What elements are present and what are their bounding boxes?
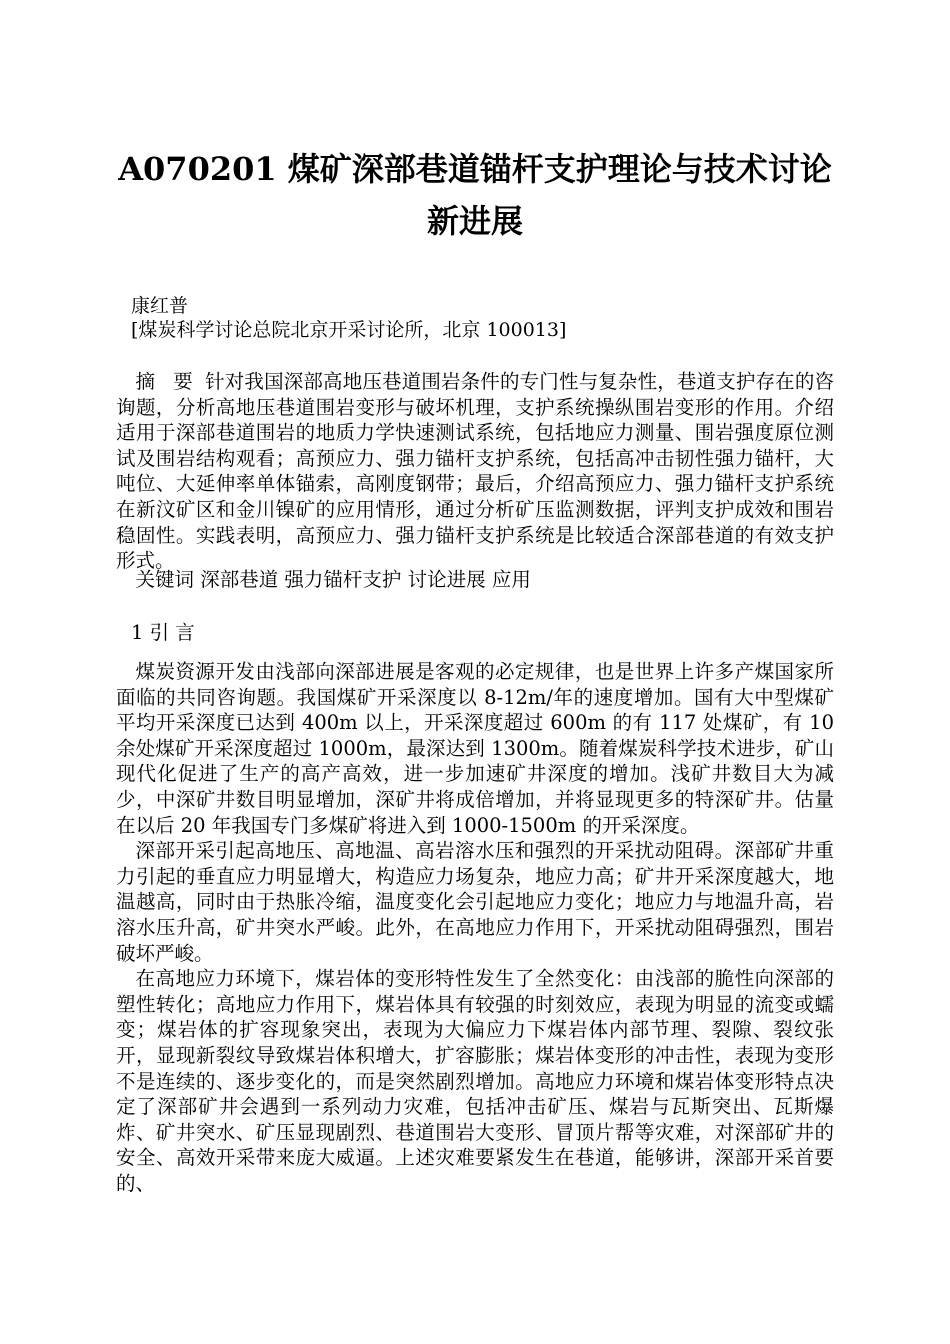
document-title: A070201 煤矿深部巷道锚杆支护理论与技术讨论新进展 [118, 150, 832, 240]
keywords-line [116, 567, 834, 593]
author-name: 康红普 [131, 295, 189, 317]
abstract-label: 摘 要 [135, 370, 199, 393]
body-text [116, 659, 834, 1196]
abstract-text: 针对我国深部高地压巷道围岩条件的专门性与复杂性，巷道支护存在的咨询题，分析高地压巷道围岩变形与破坏机理，支护系统操纵围岩变形的作用。介绍适用于深部巷道围岩的地质力学快速测试系统，包括地应力测量、围岩强度原位测试及围岩结构观看；高预应力、强力锚杆支护系统，包括高冲击韧性强力锚杆，大吨位、大延伸率单体锚索，高刚度钢带；最后，介绍高预应力、强力锚杆支护系统在新汶矿区和金川镍矿的应用情形，通过分析矿压监测数据，评判支护成效和围岩稳固性。实践表明，高预应力、强力锚杆支护系统是比较适合深部巷道的有效支护形式。 [116, 370, 834, 573]
keywords-text: 深部巷道 强力锚杆支护 讨论进展 应用 [200, 568, 531, 591]
section-heading-introduction: 1 引 言 [131, 621, 195, 644]
body-paragraph: 深部开采引起高地压、高地温、高岩溶水压和强烈的开采扰动阻碍。深部矿井重力引起的垂直应力明显增大，构造应力场复杂，地应力高；矿井开采深度越大，地温越高，同时由于热胀冷缩，温度变化会引起地应力变化；地应力与地温升高，岩溶水压升高，矿井突水严峻。此外，在高地应力作用下，开采扰动阻碍强烈，围岩破坏严峻。 [116, 839, 834, 965]
keywords [116, 567, 834, 593]
abstract-paragraph [116, 369, 834, 574]
body-paragraph: 煤炭资源开发由浅部向深部进展是客观的必定规律，也是世界上许多产煤国家所面临的共同咨询题。我国煤矿开采深度以 8-12m/年的速度增加。国有大中型煤矿平均开采深度已达到 400m 以上，开采深度超过 600m 的有 117 处煤矿，有 10 余处煤矿开采深度超过 1000m，最深达到 1300m。随着煤炭科学技术进步，矿山现代化促进了生产的高产高效，进一步加速矿井深度的增加。浅矿井数目大为减少，中深矿井数目明显增加，深矿井将成倍增加，并将显现更多的特深矿井。估量在以后 20 年我国专门多煤矿将进入到 1000-1500m 的开采深度。 [116, 660, 834, 837]
author-affiliation: [煤炭科学讨论总院北京开采讨论所，北京 100013] [131, 319, 567, 341]
body-paragraph: 在高地应力环境下，煤岩体的变形特性发生了全然变化：由浅部的脆性向深部的塑性转化；高地应力作用下，煤岩体具有较强的时刻效应，表现为明显的流变或蠕变；煤岩体的扩容现象突出，表现为大偏应力下煤岩体内部节理、裂隙、裂纹张开，显现新裂纹导致煤岩体积增大，扩容膨胀；煤岩体变形的冲击性，表现为变形不是连续的、逐步变化的，而是突然剧烈增加。高地应力环境和煤岩体变形特点决定了深部矿井会遇到一系列动力灾难，包括冲击矿压、煤岩与瓦斯突出、瓦斯爆炸、矿井突水、矿压显现剧烈、巷道围岩大变形、冒顶片帮等灾难，对深部矿井的安全、高效开采带来庞大威逼。上述灾难要紧发生在巷道，能够讲，深部开采首要的、 [116, 967, 834, 1195]
abstract [116, 369, 834, 574]
keywords-label: 关键词 [135, 568, 195, 591]
